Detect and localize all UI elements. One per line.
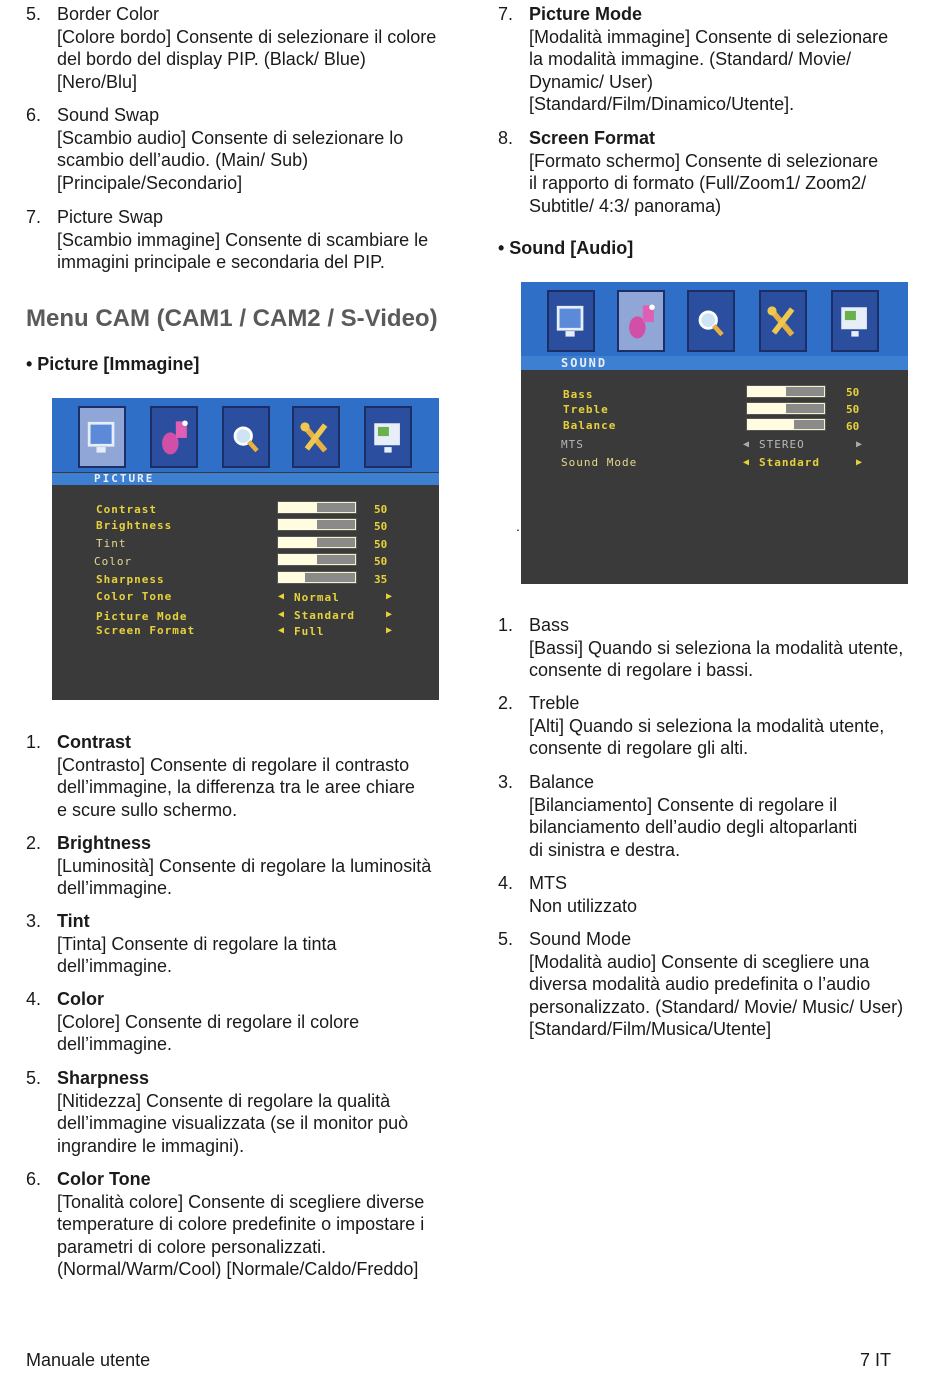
item-title: MTS xyxy=(529,873,567,893)
item-text: scambio dell’audio. (Main/ Sub) xyxy=(57,150,309,171)
slider-remaining xyxy=(317,503,355,512)
brightness-slider xyxy=(277,518,357,531)
item-mts xyxy=(498,872,943,917)
item-number: 3. xyxy=(26,911,42,931)
osd-label-screen-format: Screen Format xyxy=(96,624,196,637)
picture-heading: • Picture [Immagine] xyxy=(26,354,200,374)
item-text: temperature di colore predefinite o impostare i xyxy=(57,1214,425,1235)
item-text: di sinistra e destra. xyxy=(529,839,681,860)
page-number: 7 IT xyxy=(860,1350,892,1370)
item-sharpness xyxy=(26,1067,476,1157)
item-text: [Luminosità] Consente di regolare la luminosità xyxy=(57,855,432,876)
item-text: [Tonalità colore] Consente di scegliere diverse xyxy=(57,1191,425,1212)
item-balance xyxy=(498,771,943,861)
bass-value: 50 xyxy=(846,386,860,399)
bass-slider xyxy=(746,385,826,398)
item-number: 2. xyxy=(498,693,514,713)
arrow-left-icon: ◀ xyxy=(278,609,285,620)
item-sound-swap xyxy=(26,104,476,194)
item-number: 4. xyxy=(26,989,42,1009)
osd-tab-label: PICTURE xyxy=(52,473,439,485)
item-number: 5. xyxy=(498,929,514,949)
item-text: [Modalità immagine] Consente di selezionare xyxy=(529,26,889,47)
item-title: Contrast xyxy=(57,732,132,752)
arrow-left-icon: ◀ xyxy=(278,625,285,636)
sound-heading: • Sound [Audio] xyxy=(498,238,634,258)
arrow-left-icon: ◀ xyxy=(278,591,285,602)
item-number: 5. xyxy=(26,4,42,24)
item-text: immagini principale e secondaria del PIP. xyxy=(57,252,385,273)
arrow-right-icon: ▶ xyxy=(856,457,863,468)
arrow-left-icon: ◀ xyxy=(743,457,750,468)
item-title: Picture Mode xyxy=(529,4,643,24)
osd-label-sound-mode: Sound Mode xyxy=(561,456,638,469)
item-title: Balance xyxy=(529,772,595,792)
item-number: 4. xyxy=(498,873,514,893)
item-text: del bordo del display PIP. (Black/ Blue) xyxy=(57,49,366,70)
osd-tab-label: SOUND xyxy=(521,356,908,370)
slider-remaining xyxy=(794,420,824,429)
slider-remaining xyxy=(305,573,355,582)
item-border-color xyxy=(26,3,476,93)
item-text: il rapporto di formato (Full/Zoom1/ Zoom2/ xyxy=(529,173,867,194)
item-title: Treble xyxy=(529,693,580,713)
item-bass xyxy=(498,614,943,682)
item-text: [Scambio immagine] Consente di scambiare le xyxy=(57,229,429,250)
treble-slider xyxy=(746,402,826,415)
item-text: parametri di colore personalizzati. xyxy=(57,1236,327,1257)
contrast-slider xyxy=(277,501,357,514)
item-contrast xyxy=(26,731,476,821)
osd-label-brightness: Brightness xyxy=(96,519,173,532)
section-title: Menu CAM (CAM1 / CAM2 / S-Video) xyxy=(26,305,438,332)
item-number: 7. xyxy=(498,4,514,24)
item-sound-mode xyxy=(498,928,943,1041)
sharpness-value: 35 xyxy=(374,573,388,586)
item-brightness xyxy=(26,832,476,900)
item-title: Bass xyxy=(529,615,570,635)
sound-mode-value: Standard xyxy=(759,456,820,469)
item-text: dell’immagine visualizzata (se il monitor può xyxy=(57,1113,409,1134)
osd-label-balance: Balance xyxy=(563,419,617,432)
item-text: consente di regolare gli alti. xyxy=(529,738,749,759)
sound-icon xyxy=(150,406,198,468)
item-screen-format xyxy=(498,127,938,217)
sound-osd-menu xyxy=(521,282,908,584)
tools-icon xyxy=(292,406,340,468)
osd-label-picture-mode: Picture Mode xyxy=(96,610,188,623)
item-title: Picture Swap xyxy=(57,207,164,227)
item-number: 1. xyxy=(498,615,514,635)
footer-title: Manuale utente xyxy=(26,1350,151,1370)
slider-remaining xyxy=(786,387,824,396)
item-number: 2. xyxy=(26,833,42,853)
item-text: Dynamic/ User) xyxy=(529,71,654,92)
item-number: 3. xyxy=(498,772,514,792)
osd-label-mts: MTS xyxy=(561,438,584,451)
osd-label-contrast: Contrast xyxy=(96,503,157,516)
item-text: [Colore] Consente di regolare il colore xyxy=(57,1011,360,1032)
item-text: Non utilizzato xyxy=(529,895,638,916)
search-icon xyxy=(222,406,270,468)
item-title: Sharpness xyxy=(57,1068,150,1088)
picture-osd-menu xyxy=(52,398,439,700)
item-title: Screen Format xyxy=(529,128,656,148)
treble-value: 50 xyxy=(846,403,860,416)
item-text: [Scambio audio] Consente di selezionare lo xyxy=(57,127,404,148)
item-number: 8. xyxy=(498,128,514,148)
tint-slider xyxy=(277,536,357,549)
item-text: [Standard/Film/Musica/Utente] xyxy=(529,1019,772,1040)
item-text: personalizzato. (Standard/ Movie/ Music/ User) xyxy=(529,996,904,1017)
item-text: dell’immagine. xyxy=(57,956,173,977)
mts-value: STEREO xyxy=(759,438,805,451)
color-tone-value: Normal xyxy=(294,591,340,604)
item-text: [Bassi] Quando si seleziona la modalità utente, xyxy=(529,637,904,658)
osd-label-treble: Treble xyxy=(563,403,609,416)
item-title: Tint xyxy=(57,911,90,931)
item-number: 6. xyxy=(26,105,42,125)
item-text: diversa modalità audio predefinita o l’audio xyxy=(529,974,871,995)
balance-slider xyxy=(746,418,826,431)
slider-remaining xyxy=(317,520,355,529)
tint-value: 50 xyxy=(374,538,388,551)
item-text: [Principale/Secondario] xyxy=(57,172,243,193)
search-icon xyxy=(687,290,735,352)
item-text: e scure sullo schermo. xyxy=(57,799,238,820)
pip-icon xyxy=(831,290,879,352)
arrow-right-icon: ▶ xyxy=(386,625,393,636)
sharpness-slider xyxy=(277,571,357,584)
stray-dot: . xyxy=(516,518,520,534)
item-text: dell’immagine. xyxy=(57,878,173,899)
item-text: ingrandire le immagini). xyxy=(57,1135,245,1156)
osd-label-tint: Tint xyxy=(96,537,127,550)
item-text: la modalità immagine. (Standard/ Movie/ xyxy=(529,49,852,70)
arrow-right-icon: ▶ xyxy=(386,591,393,602)
item-text: [Formato schermo] Consente di selezionare xyxy=(529,150,879,171)
item-number: 5. xyxy=(26,1068,42,1088)
item-text: [Tinta] Consente di regolare la tinta xyxy=(57,933,337,954)
item-color-tone xyxy=(26,1168,476,1281)
item-text: [Standard/Film/Dinamico/Utente]. xyxy=(529,94,795,115)
item-picture-mode xyxy=(498,3,938,116)
item-title: Sound Mode xyxy=(529,929,632,949)
item-text: dell’immagine, la differenza tra le aree chiare xyxy=(57,777,415,798)
item-text: Subtitle/ 4:3/ panorama) xyxy=(529,195,722,216)
item-text: consente di regolare i bassi. xyxy=(529,660,754,681)
item-text: [Bilanciamento] Consente di regolare il xyxy=(529,794,838,815)
color-value: 50 xyxy=(374,555,388,568)
item-text: [Nero/Blu] xyxy=(57,71,138,92)
osd-label-sharpness: Sharpness xyxy=(96,573,165,586)
item-number: 7. xyxy=(26,207,42,227)
item-title: Color Tone xyxy=(57,1169,151,1189)
item-title: Border Color xyxy=(57,4,160,24)
item-number: 6. xyxy=(26,1169,42,1189)
slider-remaining xyxy=(786,404,824,413)
item-text: [Contrasto] Consente di regolare il contrasto xyxy=(57,754,410,775)
picture-icon xyxy=(78,406,126,468)
picture-icon xyxy=(547,290,595,352)
contrast-value: 50 xyxy=(374,503,388,516)
balance-value: 60 xyxy=(846,420,860,433)
screen-format-value: Full xyxy=(294,625,325,638)
slider-remaining xyxy=(317,538,355,547)
item-picture-swap xyxy=(26,206,476,274)
item-number: 1. xyxy=(26,732,42,752)
osd-label-color: Color xyxy=(94,555,133,568)
picture-mode-value: Standard xyxy=(294,609,355,622)
item-title: Color xyxy=(57,989,104,1009)
item-treble xyxy=(498,692,943,760)
item-color xyxy=(26,988,476,1056)
osd-label-color-tone: Color Tone xyxy=(96,590,173,603)
color-slider xyxy=(277,553,357,566)
item-text: (Normal/Warm/Cool) [Normale/Caldo/Freddo] xyxy=(57,1259,419,1280)
tools-icon xyxy=(759,290,807,352)
arrow-right-icon: ▶ xyxy=(856,439,863,450)
item-text: bilanciamento dell’audio degli altoparlanti xyxy=(529,817,858,838)
item-text: [Modalità audio] Consente di scegliere una xyxy=(529,951,870,972)
arrow-left-icon: ◀ xyxy=(743,439,750,450)
brightness-value: 50 xyxy=(374,520,388,533)
item-title: Sound Swap xyxy=(57,105,160,125)
item-title: Brightness xyxy=(57,833,152,853)
item-text: [Colore bordo] Consente di selezionare il colore xyxy=(57,26,437,47)
slider-remaining xyxy=(317,555,355,564)
osd-label-bass: Bass xyxy=(563,388,594,401)
sound-icon xyxy=(617,290,665,352)
item-text: [Alti] Quando si seleziona la modalità utente, xyxy=(529,715,885,736)
item-text: [Nitidezza] Consente di regolare la qualità xyxy=(57,1090,391,1111)
item-text: dell’immagine. xyxy=(57,1034,173,1055)
pip-icon xyxy=(364,406,412,468)
item-tint xyxy=(26,910,476,978)
arrow-right-icon: ▶ xyxy=(386,609,393,620)
